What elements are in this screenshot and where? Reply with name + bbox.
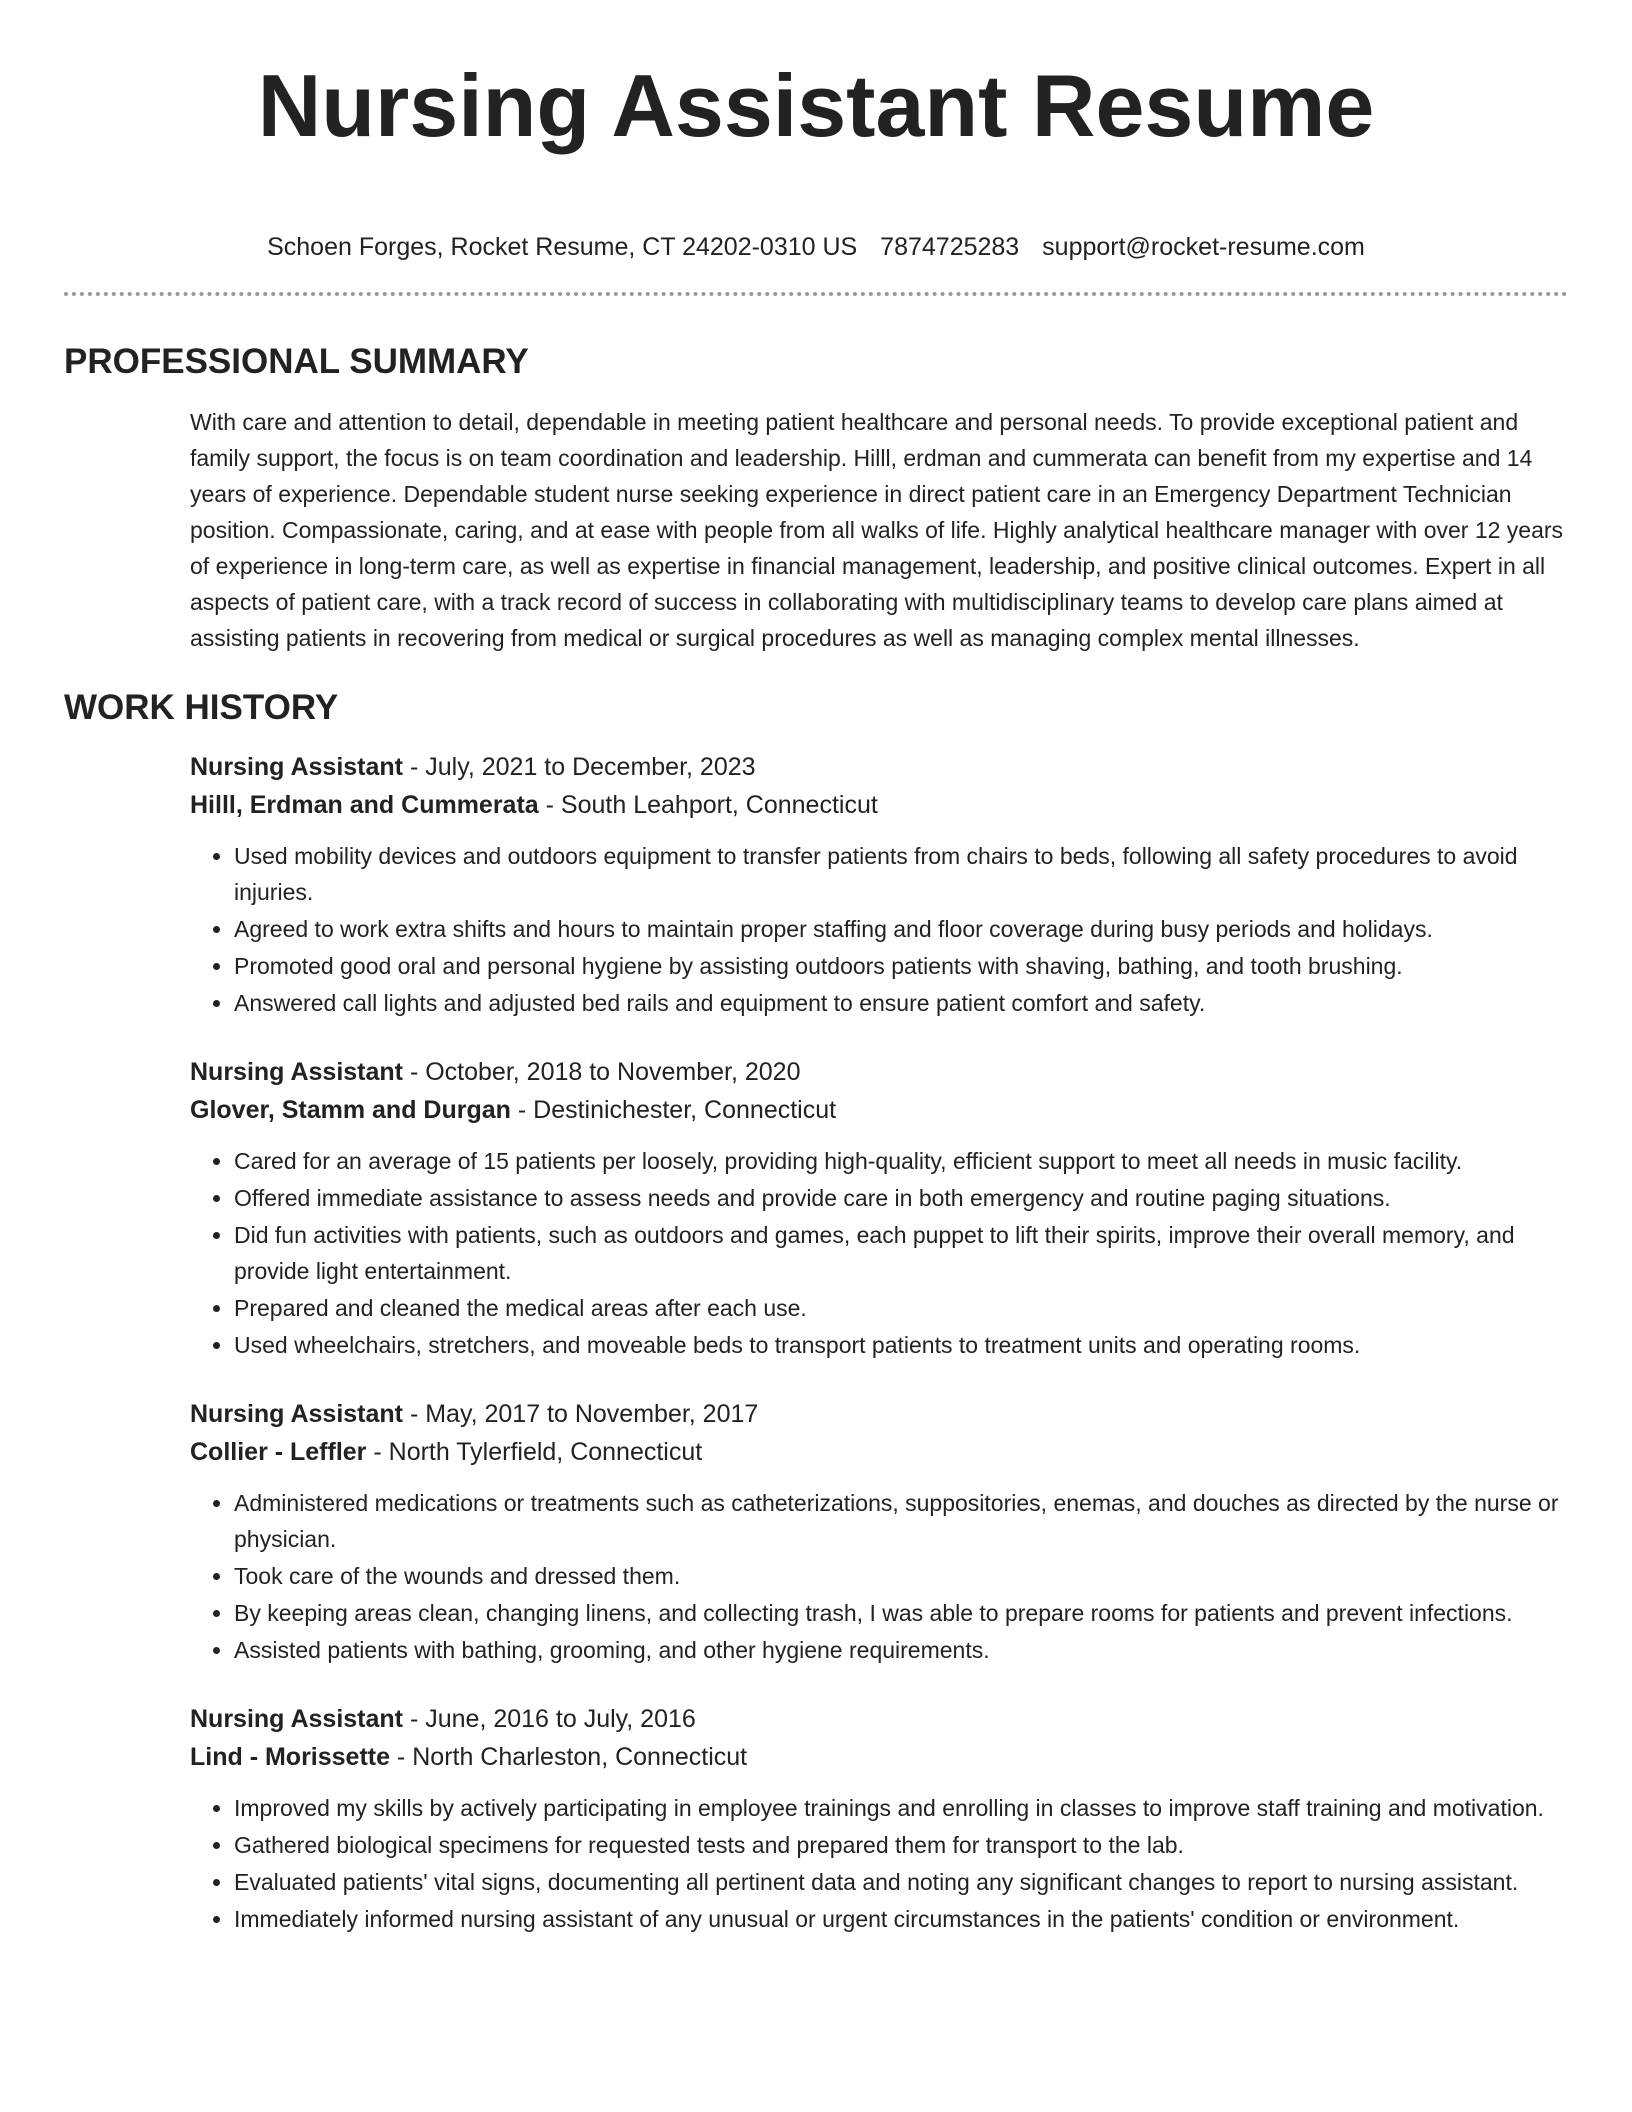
job-company: Glover, Stamm and Durgan [190, 1096, 511, 1124]
job-bullet: • Administered medications or treatments such as catheterizations, suppositories, enemas, and douches as directed by the nurse or physician. [234, 1485, 1568, 1557]
job-company: Collier - Leffler [190, 1438, 367, 1466]
contact-address: Schoen Forges, Rocket Resume, CT 24202-0310 US [267, 233, 858, 261]
job-title-line [190, 1053, 1568, 1091]
job-title: Nursing Assistant [190, 1400, 404, 1428]
job-bullet: • Improved my skills by actively participating in employee trainings and enrolling in classes to improve staff training and motivation. [234, 1790, 1568, 1826]
job-location: - North Tylerfield, Connecticut [366, 1438, 703, 1466]
job-bullet: • Agreed to work extra shifts and hours to maintain proper staffing and floor coverage during busy periods and holidays. [234, 911, 1568, 947]
summary-heading: PROFESSIONAL SUMMARY [64, 342, 529, 381]
job-bullet: • Prepared and cleaned the medical areas after each use. [234, 1290, 1568, 1326]
contact-phone: 7874725283 [880, 233, 1020, 261]
job-bullets [190, 1790, 1568, 1937]
job-location: - South Leahport, Connecticut [538, 791, 878, 819]
job-location: - North Charleston, Connecticut [390, 1743, 748, 1771]
work-history-heading: WORK HISTORY [64, 688, 339, 727]
job-company: Hilll, Erdman and Cummerata [190, 791, 539, 819]
job-bullet: • Answered call lights and adjusted bed rails and equipment to ensure patient comfort and safety. [234, 985, 1568, 1021]
job-company-line [190, 1091, 1568, 1129]
job-bullet: • Did fun activities with patients, such as outdoors and games, each puppet to lift their spirits, improve their overall memory, and provide light entertainment. [234, 1217, 1568, 1289]
job-company-line [190, 1738, 1568, 1776]
job-location: - Destinichester, Connecticut [510, 1096, 837, 1124]
job-bullet: • Cared for an average of 15 patients per loosely, providing high-quality, efficient support to meet all needs in music facility. [234, 1143, 1568, 1179]
job-bullet: • Immediately informed nursing assistant of any unusual or urgent circumstances in the patients' condition or environment. [234, 1901, 1568, 1937]
contact-email: support@rocket-resume.com [1042, 233, 1365, 261]
job-bullet: • Promoted good oral and personal hygiene by assisting outdoors patients with shaving, bathing, and tooth brushing. [234, 948, 1568, 984]
job-dates: - May, 2017 to November, 2017 [403, 1400, 759, 1428]
job-title-line [190, 748, 1568, 786]
job-company-line [190, 786, 1568, 824]
job-bullet: • Used mobility devices and outdoors equipment to transfer patients from chairs to beds, following all safety procedures to avoid injuries. [234, 838, 1568, 910]
job-dates: - July, 2021 to December, 2023 [403, 753, 756, 781]
job-title-line [190, 1700, 1568, 1738]
job-bullets [190, 1143, 1568, 1363]
summary-text: With care and attention to detail, dependable in meeting patient healthcare and personal needs. To provide exceptional patient and family support, the focus is on team coordination and leadership. Hilll, erdman and cummerata can benefit from my expertise and 14 years of experience. Dependable student nurse seeking experience in direct patient care in an Emergency Department Technician position. Compassionate, caring, and at ease with people from all walks of life. Highly analytical healthcare manager with over 12 years of experience in long-term care, as well as expertise in financial management, leadership, and positive clinical outcomes. Expert in all aspects of patient care, with a track record of success in collaborating with multidisciplinary teams to develop care plans aimed at assisting patients in recovering from medical or surgical procedures as well as managing complex mental illnesses. [190, 409, 1564, 651]
job-bullet: • By keeping areas clean, changing linens, and collecting trash, I was able to prepare rooms for patients and prevent infections. [234, 1595, 1568, 1631]
job-bullet: • Took care of the wounds and dressed them. [234, 1558, 1568, 1594]
job-entry [190, 1053, 1568, 1363]
job-bullets [190, 838, 1568, 1021]
job-bullet: • Gathered biological specimens for requested tests and prepared them for transport to the lab. [234, 1827, 1568, 1863]
job-dates: - June, 2016 to July, 2016 [403, 1705, 696, 1733]
job-company-line [190, 1433, 1568, 1471]
resume-title: Nursing Assistant Resume [257, 56, 1375, 155]
job-company: Lind - Morissette [190, 1743, 391, 1771]
job-entry [190, 748, 1568, 1021]
job-title: Nursing Assistant [190, 753, 404, 781]
job-title: Nursing Assistant [190, 1705, 404, 1733]
job-bullet: • Assisted patients with bathing, grooming, and other hygiene requirements. [234, 1632, 1568, 1668]
job-title: Nursing Assistant [190, 1058, 404, 1086]
contact-line [64, 232, 1568, 262]
job-bullet: • Offered immediate assistance to assess needs and provide care in both emergency and routine paging situations. [234, 1180, 1568, 1216]
job-bullet: • Evaluated patients' vital signs, documenting all pertinent data and noting any significant changes to report to nursing assistant. [234, 1864, 1568, 1900]
header-divider [64, 292, 1568, 296]
job-bullets [190, 1485, 1568, 1668]
job-entry [190, 1700, 1568, 1937]
job-bullet: • Used wheelchairs, stretchers, and moveable beds to transport patients to treatment units and operating rooms. [234, 1327, 1568, 1363]
job-dates: - October, 2018 to November, 2020 [403, 1058, 801, 1086]
job-title-line [190, 1395, 1568, 1433]
job-entry [190, 1395, 1568, 1668]
